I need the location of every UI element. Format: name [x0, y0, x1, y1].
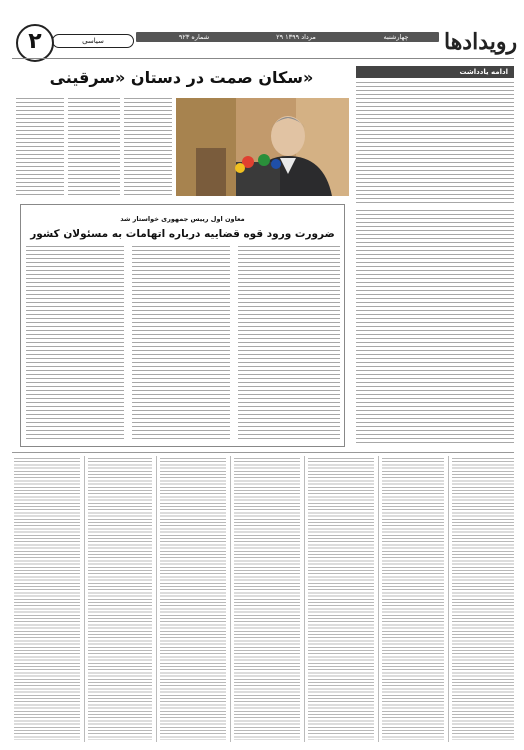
box-story-column: [26, 246, 124, 442]
continuation-text: [356, 210, 514, 446]
newspaper-logo: رویدادها: [444, 29, 518, 55]
masthead: [0, 0, 524, 62]
notice-column: [88, 458, 152, 740]
main-story-column: [16, 98, 64, 198]
box-story-column: [238, 246, 340, 442]
notice-column: [234, 458, 300, 740]
main-headline: سکان صمت در دستان «سرقینی»: [49, 68, 314, 87]
date-label: ۲۹ مرداد ۱۳۹۹: [276, 33, 316, 41]
header-rule: [12, 58, 514, 59]
column-divider: [378, 456, 379, 742]
continuation-text: [356, 82, 514, 204]
box-story-column: [132, 246, 230, 442]
date-bar: [136, 32, 439, 42]
continuation-heading: ادامه یادداشت: [356, 66, 514, 78]
column-divider: [156, 456, 157, 742]
notice-column: [308, 458, 374, 740]
notice-column: [160, 458, 226, 740]
main-story-column: [68, 98, 120, 198]
section-label: سیاسی: [52, 34, 134, 48]
notice-column: [14, 458, 80, 740]
day-label: چهارشنبه: [383, 33, 409, 41]
notice-column: [382, 458, 444, 740]
news-photo: [176, 98, 349, 196]
column-divider: [230, 456, 231, 742]
main-story-column: [124, 98, 172, 198]
column-divider: [304, 456, 305, 742]
page-number: ۲: [16, 24, 54, 62]
issue-label: شماره ۹۲۳: [178, 33, 210, 41]
section-rule: [12, 452, 514, 453]
column-divider: [84, 456, 85, 742]
box-story-headline: ضرورت ورود قوه قضاییه درباره اتهامات به مسئولان کشور: [30, 228, 335, 240]
photo-illustration: [176, 98, 349, 196]
box-story-kicker: معاون اول رییس جمهوری خواستار شد: [120, 215, 245, 223]
notice-column: [452, 458, 514, 740]
column-divider: [448, 456, 449, 742]
